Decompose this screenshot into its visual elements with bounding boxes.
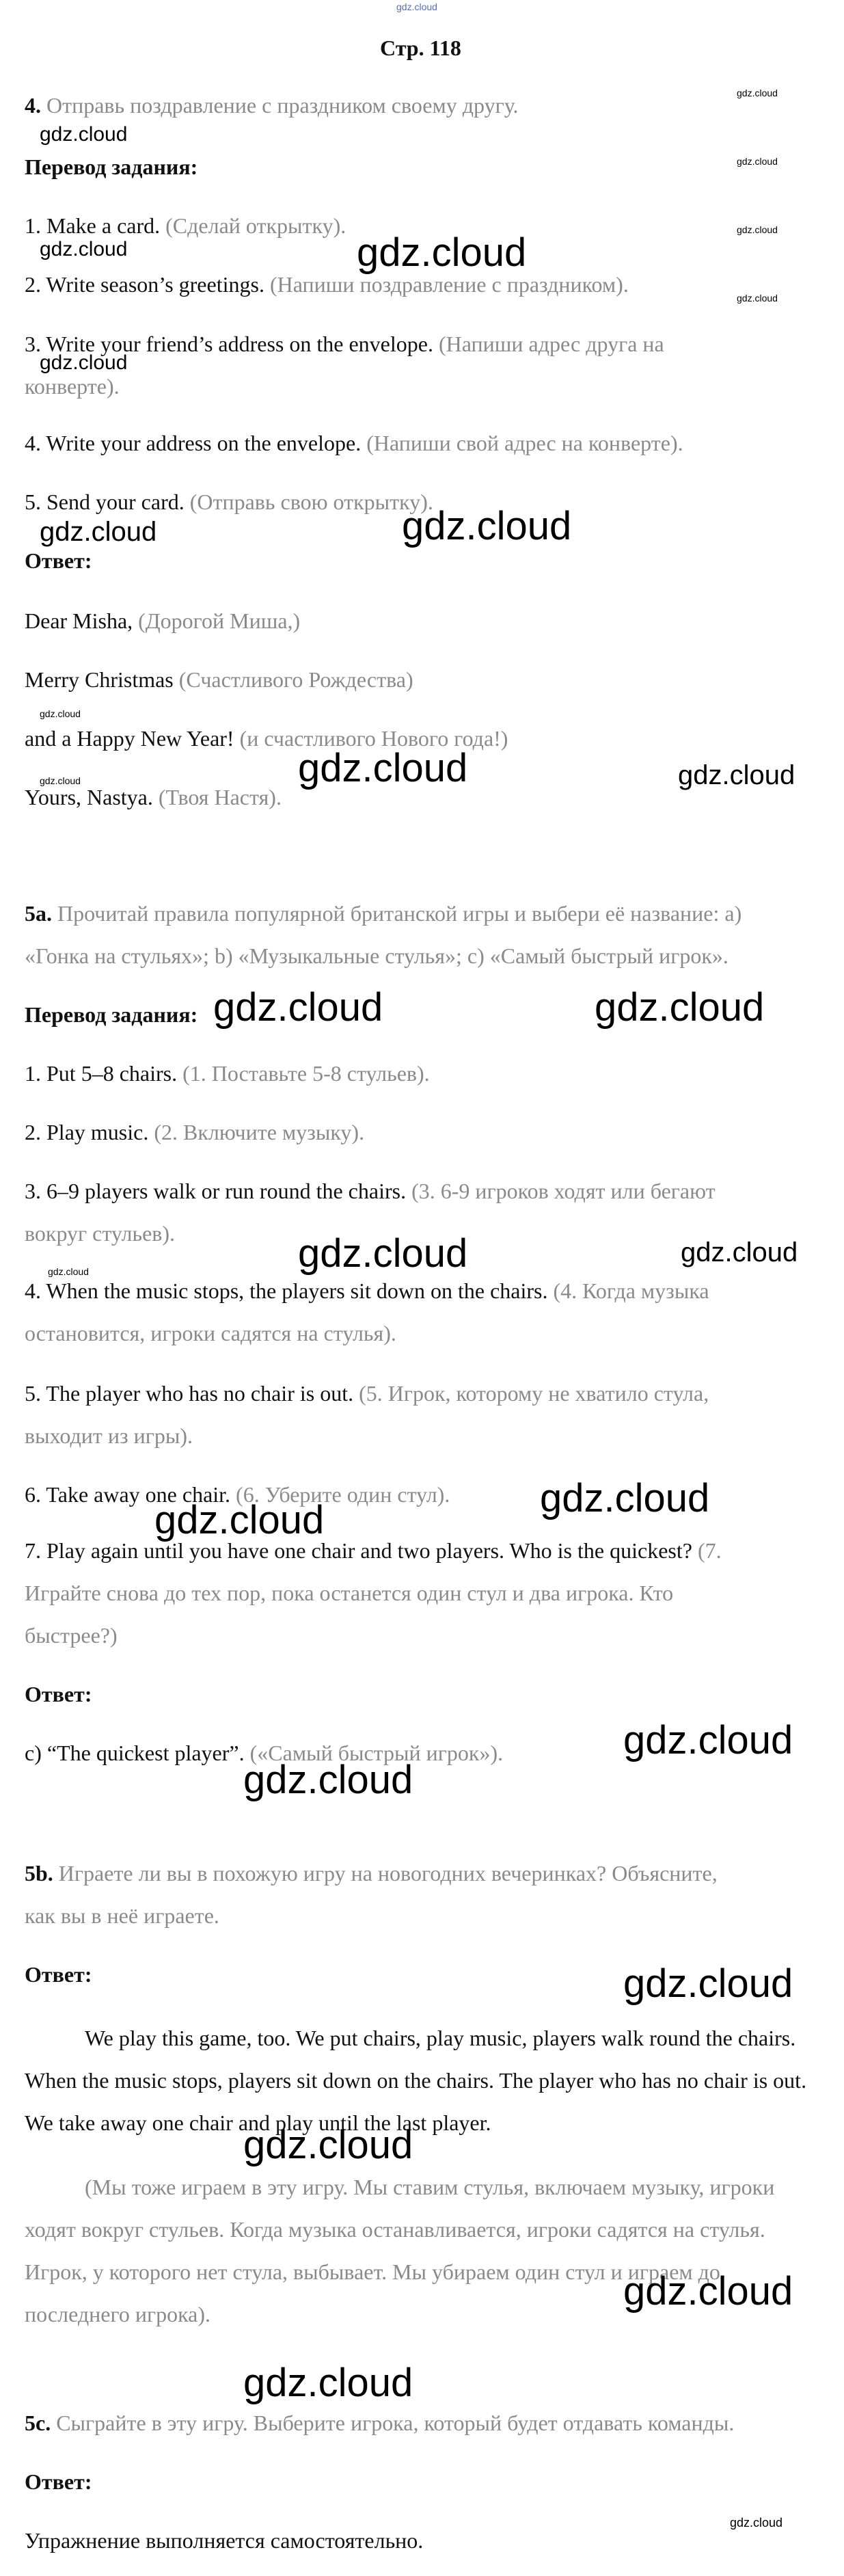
ex5a-number: 5a. — [25, 901, 52, 926]
ex4-item-3-cont: конверте). — [25, 374, 120, 399]
ex5a-item-7: 7. Play again until you have one chair and two players. Who is the quickest? (7. — [25, 1538, 722, 1563]
ex5a-item-4: 4. When the music stops, the players sit down on the chairs. (4. Когда музыка — [25, 1278, 709, 1303]
watermark: gdz.cloud — [213, 985, 383, 1030]
watermark: gdz.cloud — [154, 1498, 325, 1542]
watermark: gdz.cloud — [40, 123, 128, 146]
watermark: gdz.cloud — [737, 293, 778, 304]
watermark: gdz.cloud — [40, 238, 128, 260]
ex5b-task-cont: как вы в неё играете. — [25, 1903, 219, 1928]
ex5b-task: 5b. Играете ли вы в похожую игру на новогодних вечеринках? Объясните, — [25, 1861, 718, 1886]
watermark: gdz.cloud — [40, 351, 128, 374]
ex5a-translation-header: Перевод задания: — [25, 1002, 198, 1027]
ex5c-answer-header: Ответ: — [25, 2469, 92, 2494]
watermark: gdz.cloud — [40, 775, 81, 786]
ex5a-item-6: 6. Take away one chair. (6. Уберите один стул). — [25, 1482, 450, 1507]
watermark: gdz.cloud — [678, 760, 795, 790]
ex5a-task: 5a. Прочитай правила популярной британской игры и выбери её название: a) — [25, 901, 742, 926]
watermark: gdz.cloud — [737, 88, 778, 98]
watermark: gdz.cloud — [298, 746, 468, 790]
ex5a-item-4-cont: остановится, игроки садятся на стулья). — [25, 1321, 396, 1345]
watermark: gdz.cloud — [396, 1, 437, 12]
watermark: gdz.cloud — [298, 1231, 468, 1276]
ex5a-item-5-cont: выходит из игры). — [25, 1423, 193, 1448]
ex5a-item-7-cont2: быстрее?) — [25, 1623, 118, 1648]
watermark: gdz.cloud — [40, 517, 157, 547]
ex5a-item-5: 5. The player who has no chair is out. (5. Игрок, которому не хватило стула, — [25, 1381, 709, 1406]
ex5b-answer-header: Ответ: — [25, 1962, 92, 1987]
ex4-answer-line-3: and a Happy New Year! (и счастливого Нового года!) — [25, 726, 508, 751]
watermark: gdz.cloud — [737, 156, 778, 167]
watermark: gdz.cloud — [40, 708, 81, 719]
ex4-task — [25, 90, 519, 120]
ex4-answer-header: Ответ: — [25, 548, 92, 573]
ex5a-answer-header: Ответ: — [25, 1682, 92, 1706]
ex5a-item-2: 2. Play music. (2. Включите музыку). — [25, 1120, 365, 1144]
ex4-item-3: 3. Write your friend’s address on the envelope. (Напиши адрес друга на — [25, 332, 664, 356]
watermark: gdz.cloud — [623, 2269, 793, 2313]
ex5a-item-3: 3. 6–9 players walk or run round the chairs. (3. 6-9 игроков ходят или бегают — [25, 1179, 716, 1203]
ex5a-task-cont: «Гонка на стульях»; b) «Музыкальные стулья»; c) «Самый быстрый игрок». — [25, 943, 729, 968]
ex5a-item-1: 1. Put 5–8 chairs. (1. Поставьте 5-8 стульев). — [25, 1061, 430, 1086]
watermark: gdz.cloud — [243, 2123, 413, 2167]
ex4-answer-line-4: Yours, Nastya. (Твоя Настя). — [25, 785, 282, 809]
watermark: gdz.cloud — [623, 1961, 793, 2006]
page-title: Стр. 118 — [380, 36, 461, 60]
ex4-translation-header: Перевод задания: — [25, 155, 198, 179]
ex5c-number: 5c. — [25, 2411, 51, 2435]
watermark: gdz.cloud — [737, 224, 778, 235]
ex4-item-4: 4. Write your address on the envelope. (Напиши свой адрес на конверте). — [25, 431, 683, 455]
watermark: gdz.cloud — [595, 985, 765, 1030]
ex4-item-5: 5. Send your card. (Отправь свою открытку). — [25, 489, 433, 514]
ex4-answer-line-1: Dear Misha, (Дорогой Миша,) — [25, 608, 301, 633]
ex5c-answer: Упражнение выполняется самостоятельно. — [25, 2528, 424, 2553]
watermark: gdz.cloud — [357, 230, 527, 275]
ex4-number: 4. — [25, 93, 41, 118]
ex4-task-text: Отправь поздравление с праздником своему другу. — [41, 93, 519, 118]
ex5a-item-3-cont: вокруг стульев). — [25, 1221, 176, 1246]
watermark: gdz.cloud — [540, 1476, 710, 1520]
ex4-item-1: 1. Make a card. (Сделай открытку). — [25, 213, 346, 238]
watermark: gdz.cloud — [681, 1237, 798, 1267]
ex5a-answer: c) “The quickest player”. («Самый быстрый игрок»). — [25, 1741, 504, 1765]
ex4-answer-line-2: Merry Christmas (Счастливого Рождества) — [25, 667, 413, 692]
watermark: gdz.cloud — [730, 2516, 783, 2530]
watermark: gdz.cloud — [402, 504, 572, 548]
watermark: gdz.cloud — [623, 1718, 793, 1762]
ex5a-item-7-cont: Играйте снова до тех пор, пока останется один стул и два игрока. Кто — [25, 1581, 674, 1605]
watermark: gdz.cloud — [48, 1266, 89, 1277]
watermark: gdz.cloud — [243, 2361, 413, 2405]
ex5b-number: 5b. — [25, 1861, 53, 1886]
ex5b-answer-ru: (Мы тоже играем в эту игру. Мы ставим стулья, включаем музыку, игроки ходят вокруг стульев. Когда музыка останавливается, игроки садятся на стулья. Игрок, у которого нет стула, выбывает. Мы убираем один стул и играем до последнего игрока). — [25, 2175, 775, 2326]
watermark: gdz.cloud — [243, 1758, 413, 1802]
ex5c-task: 5c. Сыграйте в эту игру. Выберите игрока, который будет отдавать команды. — [25, 2411, 735, 2435]
ex5b-answer-en: We play this game, too. We put chairs, play music, players walk round the chairs. When the music stops, players sit down on the chairs. The player who has no chair is out. We take away one chair and play until the last player. — [25, 2026, 807, 2135]
ex4-item-2: 2. Write season’s greetings. (Напиши поздравление с праздником). — [25, 272, 629, 297]
